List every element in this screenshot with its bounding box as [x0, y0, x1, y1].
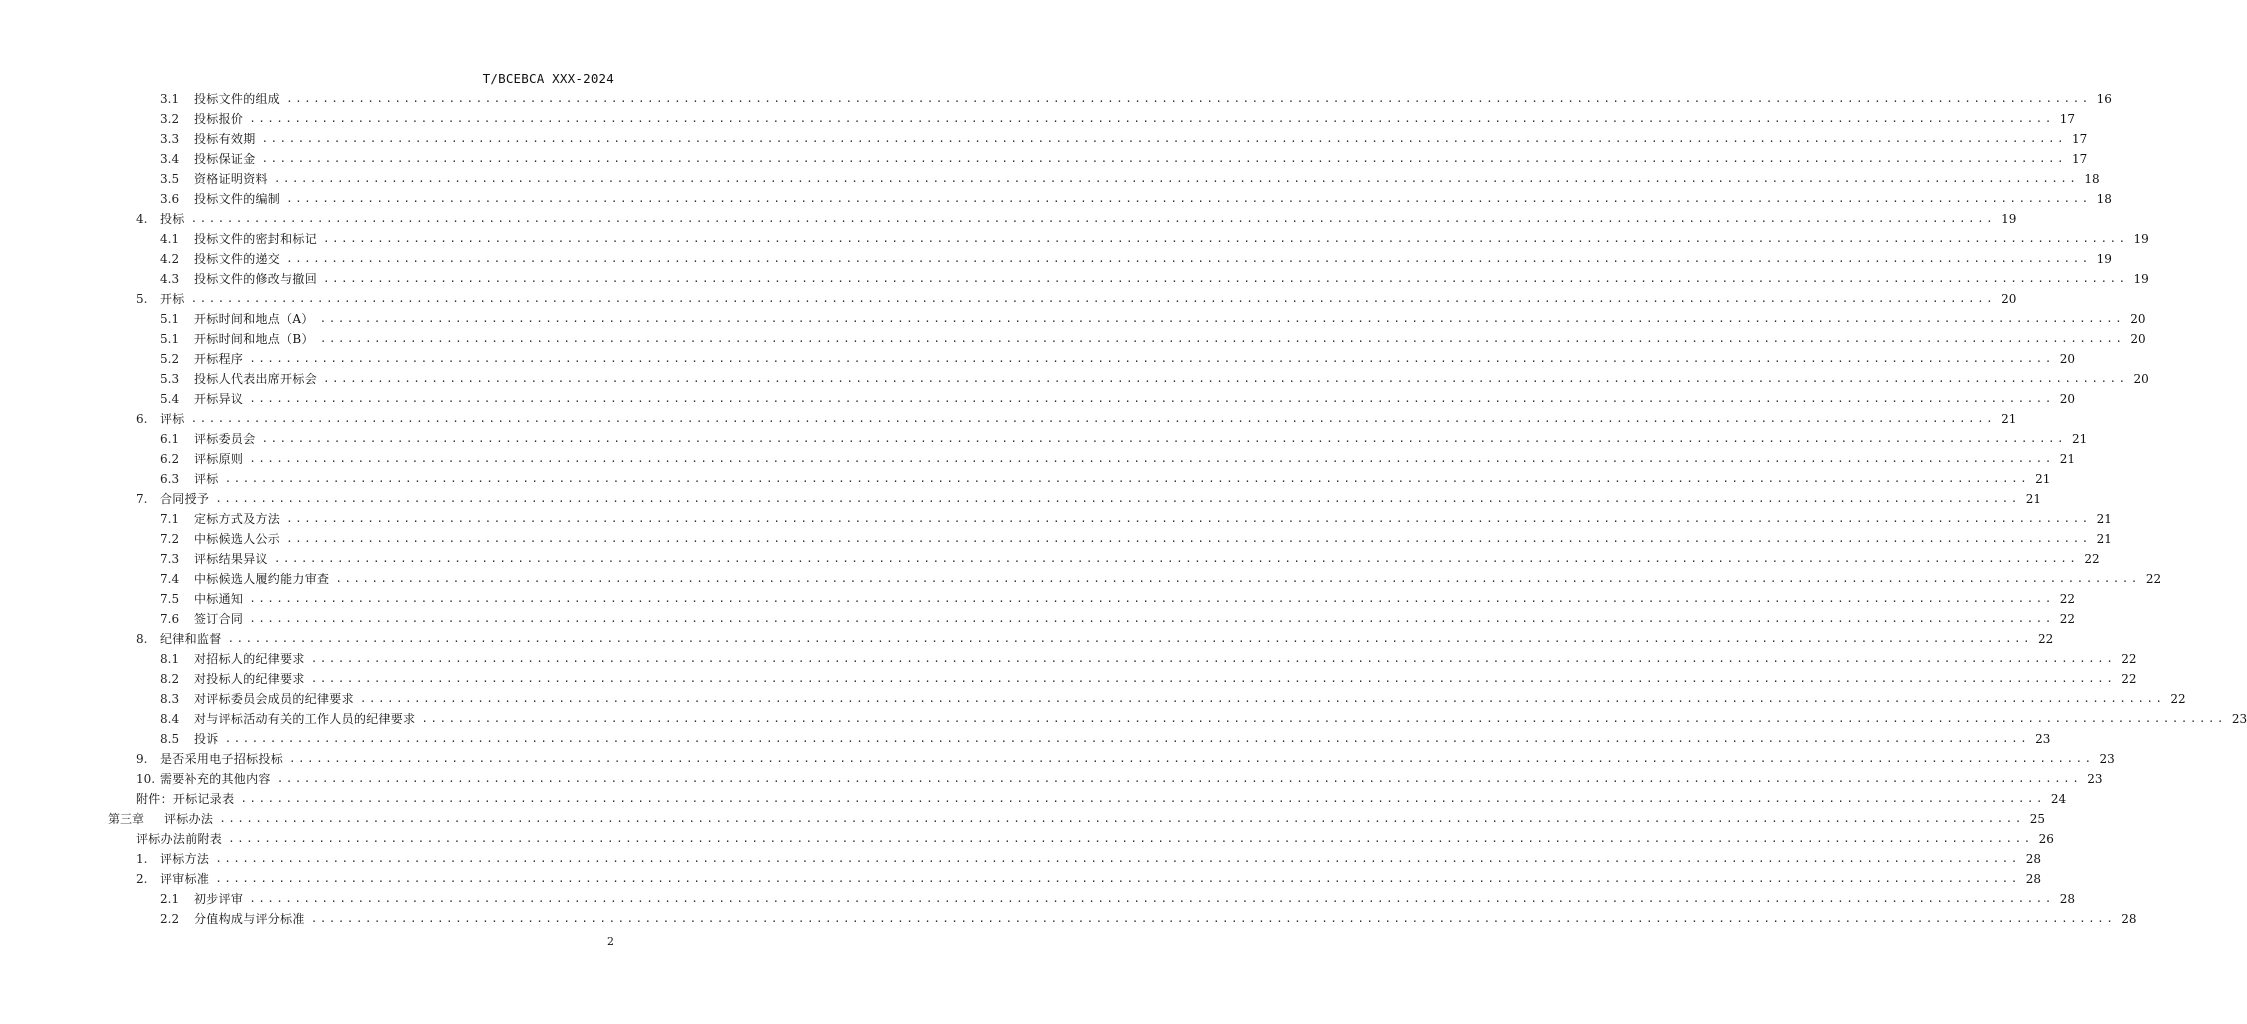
toc-dot-leader: ........................................................................................................................................................................................................ — [323, 272, 2128, 285]
toc-entry[interactable] — [160, 729, 2051, 749]
toc-entry[interactable] — [160, 569, 2162, 589]
toc-entry[interactable] — [160, 229, 2149, 249]
toc-dot-leader: ........................................................................................................................................................................................................ — [286, 192, 2091, 205]
toc-dot-leader: ........................................................................................................................................................................................................ — [273, 552, 2079, 565]
toc-entry-title: 投标文件的编制 — [194, 192, 281, 206]
toc-dot-leader: ........................................................................................................................................................................................................ — [190, 292, 1996, 305]
toc-entry-number: 7.2 — [160, 532, 180, 546]
toc-dot-leader: ........................................................................................................................................................................................................ — [273, 172, 2079, 185]
toc-dot-leader: ........................................................................................................................................................................................................ — [215, 872, 2020, 885]
toc-entry[interactable] — [108, 809, 2045, 829]
toc-dot-leader: ........................................................................................................................................................................................................ — [190, 412, 1996, 425]
toc-entry-title: 评标原则 — [194, 452, 244, 466]
toc-entry-page: 17 — [2059, 112, 2075, 126]
toc-entry[interactable] — [160, 109, 2075, 129]
toc-entry-page: 16 — [2096, 92, 2112, 106]
toc-entry[interactable] — [136, 209, 2017, 229]
toc-dot-leader: ........................................................................................................................................................................................................ — [323, 232, 2128, 245]
toc-entry-number: 7. — [136, 492, 148, 506]
toc-entry[interactable] — [160, 369, 2149, 389]
toc-dot-leader: ........................................................................................................................................................................................................ — [310, 912, 2116, 925]
toc-entry-title: 投标文件的组成 — [194, 92, 281, 106]
toc-entry-title: 分值构成与评分标准 — [194, 912, 305, 926]
toc-entry[interactable] — [136, 829, 2054, 849]
toc-entry-page: 28 — [2121, 912, 2137, 926]
toc-dot-leader: ........................................................................................................................................................................................................ — [289, 752, 2094, 765]
toc-entry-number: 10. — [136, 772, 156, 786]
toc-entry[interactable] — [160, 89, 2112, 109]
toc-entry[interactable] — [160, 329, 2146, 349]
toc-entry-title: 评标 — [160, 412, 185, 426]
toc-dot-leader: ........................................................................................................................................................................................................ — [323, 372, 2128, 385]
toc-entry-title: 是否采用电子招标投标 — [160, 752, 284, 766]
toc-entry-page: 19 — [2096, 252, 2112, 266]
toc-entry-page: 23 — [2035, 732, 2051, 746]
toc-entry-number: 7.4 — [160, 572, 180, 586]
toc-dot-leader: ........................................................................................................................................................................................................ — [261, 432, 2067, 445]
toc-dot-leader: ........................................................................................................................................................................................................ — [249, 352, 2054, 365]
toc-dot-leader: ........................................................................................................................................................................................................ — [249, 452, 2054, 465]
toc-dot-leader: ........................................................................................................................................................................................................ — [219, 812, 2024, 825]
toc-entry-number: 7.3 — [160, 552, 180, 566]
toc-dot-leader: ........................................................................................................................................................................................................ — [228, 832, 2033, 845]
toc-entry-page: 19 — [2133, 272, 2149, 286]
toc-entry-page: 26 — [2038, 832, 2054, 846]
toc-entry-number: 7.6 — [160, 612, 180, 626]
toc-entry[interactable] — [136, 629, 2054, 649]
toc-dot-leader: ........................................................................................................................................................................................................ — [249, 392, 2054, 405]
document-code-header: T/BCEBCA XXX-2024 — [482, 71, 614, 86]
toc-entry[interactable] — [160, 269, 2149, 289]
toc-dot-leader: ........................................................................................................................................................................................................ — [249, 112, 2054, 125]
toc-entry-title: 评标结果异议 — [194, 552, 268, 566]
toc-dot-leader: ........................................................................................................................................................................................................ — [249, 612, 2054, 625]
toc-entry-title: 投标人代表出席开标会 — [194, 372, 318, 386]
toc-entry-page: 20 — [2130, 332, 2146, 346]
toc-dot-leader: ........................................................................................................................................................................................................ — [421, 712, 2226, 725]
toc-dot-leader: ........................................................................................................................................................................................................ — [249, 592, 2054, 605]
toc-entry-title: 开标异议 — [194, 392, 244, 406]
toc-entry-page: 20 — [2059, 352, 2075, 366]
toc-entry-page: 22 — [2121, 652, 2137, 666]
toc-entry[interactable] — [160, 549, 2100, 569]
toc-entry-number: 4. — [136, 212, 148, 226]
toc-entry-page: 19 — [2133, 232, 2149, 246]
toc-entry-title: 开标程序 — [194, 352, 244, 366]
toc-entry-title: 中标候选人履约能力审查 — [194, 572, 330, 586]
toc-entry-title: 评审标准 — [160, 872, 210, 886]
toc-entry[interactable] — [160, 709, 2247, 729]
toc-entry[interactable] — [136, 409, 2017, 429]
toc-entry-number: 8.4 — [160, 712, 180, 726]
toc-entry-number: 8.2 — [160, 672, 180, 686]
toc-entry-number: 5.1 — [160, 332, 180, 346]
toc-dot-leader: ........................................................................................................................................................................................................ — [335, 572, 2140, 585]
toc-entry-title: 开标时间和地点（A） — [194, 312, 314, 326]
toc-entry-page: 22 — [2038, 632, 2054, 646]
toc-entry-page: 19 — [2001, 212, 2017, 226]
toc-entry-page: 23 — [2099, 752, 2115, 766]
toc-entry[interactable] — [160, 909, 2137, 929]
toc-entry-number: 5.2 — [160, 352, 180, 366]
toc-entry[interactable] — [136, 789, 2067, 809]
toc-entry-number: 2.2 — [160, 912, 180, 926]
toc-entry-number: 9. — [136, 752, 148, 766]
toc-entry[interactable] — [136, 289, 2017, 309]
toc-entry-number: 4.3 — [160, 272, 180, 286]
toc-entry[interactable] — [160, 389, 2075, 409]
toc-entry-number: 5.3 — [160, 372, 180, 386]
toc-entry-number: 8.3 — [160, 692, 180, 706]
toc-entry-title: 投标 — [160, 212, 185, 226]
toc-entry-title: 中标候选人公示 — [194, 532, 281, 546]
toc-entry[interactable] — [160, 429, 2088, 449]
toc-entry-title: 投标文件的修改与撤回 — [194, 272, 318, 286]
toc-entry[interactable] — [160, 189, 2112, 209]
toc-entry-page: 28 — [2059, 892, 2075, 906]
toc-entry[interactable] — [136, 869, 2041, 889]
toc-entry-number: 3.4 — [160, 152, 180, 166]
toc-entry-page: 22 — [2059, 612, 2075, 626]
toc-entry-title: 投标保证金 — [194, 152, 256, 166]
toc-entry-page: 18 — [2084, 172, 2100, 186]
toc-entry-page: 17 — [2072, 132, 2088, 146]
toc-entry-title: 对评标委员会成员的纪律要求 — [194, 692, 354, 706]
toc-dot-leader: ........................................................................................................................................................................................................ — [286, 532, 2091, 545]
toc-dot-leader: ........................................................................................................................................................................................................ — [261, 132, 2067, 145]
toc-entry-title: 合同授予 — [160, 492, 210, 506]
toc-entry-number: 3.1 — [160, 92, 180, 106]
toc-entry[interactable] — [160, 249, 2112, 269]
toc-entry-number: 5. — [136, 292, 148, 306]
toc-entry-page: 22 — [2084, 552, 2100, 566]
toc-entry[interactable] — [160, 509, 2112, 529]
toc-entry[interactable] — [136, 489, 2041, 509]
toc-entry-title: 附件：开标记录表 — [136, 792, 235, 806]
toc-entry-title: 开标时间和地点（B） — [194, 332, 314, 346]
toc-entry-title: 对投标人的纪律要求 — [194, 672, 305, 686]
toc-entry[interactable] — [160, 349, 2075, 369]
toc-dot-leader: ........................................................................................................................................................................................................ — [227, 632, 2033, 645]
toc-entry-number: 1. — [136, 852, 148, 866]
toc-entry-title: 初步评审 — [194, 892, 244, 906]
toc-entry-number: 6. — [136, 412, 148, 426]
toc-entry[interactable] — [136, 849, 2041, 869]
toc-entry-title: 投标文件的递交 — [194, 252, 281, 266]
toc-entry-number: 7.1 — [160, 512, 180, 526]
toc-entry-page: 24 — [2050, 792, 2067, 806]
toc-entry-title: 评标委员会 — [194, 432, 256, 446]
toc-entry-number: 3.5 — [160, 172, 180, 186]
toc-dot-leader: ........................................................................................................................................................................................................ — [215, 492, 2020, 505]
toc-dot-leader: ........................................................................................................................................................................................................ — [261, 152, 2067, 165]
toc-entry-page: 22 — [2121, 672, 2137, 686]
toc-entry-page: 21 — [2025, 492, 2041, 506]
toc-entry-page: 23 — [2231, 712, 2247, 726]
toc-entry-title: 投标文件的密封和标记 — [194, 232, 318, 246]
toc-entry-number: 3.2 — [160, 112, 180, 126]
toc-dot-leader: ........................................................................................................................................................................................................ — [286, 512, 2091, 525]
toc-entry[interactable] — [160, 609, 2075, 629]
toc-entry-number: 2.1 — [160, 892, 180, 906]
toc-entry-title: 评标 — [194, 472, 219, 486]
toc-dot-leader: ........................................................................................................................................................................................................ — [310, 672, 2116, 685]
toc-entry[interactable] — [160, 669, 2137, 689]
toc-entry-title: 开标 — [160, 292, 185, 306]
toc-entry-page: 21 — [2072, 432, 2088, 446]
toc-entry-page: 20 — [2059, 392, 2075, 406]
toc-entry-number: 5.4 — [160, 392, 180, 406]
toc-entry-title: 对招标人的纪律要求 — [194, 652, 305, 666]
toc-entry[interactable] — [160, 889, 2075, 909]
toc-entry-page: 21 — [2001, 412, 2017, 426]
toc-entry[interactable] — [136, 749, 2115, 769]
toc-entry-page: 22 — [2170, 692, 2186, 706]
toc-entry-number: 8.1 — [160, 652, 180, 666]
toc-entry-page: 21 — [2059, 452, 2075, 466]
toc-entry-title: 资格证明资料 — [194, 172, 268, 186]
toc-entry[interactable] — [136, 769, 2103, 789]
toc-entry-title: 中标通知 — [194, 592, 244, 606]
toc-entry-page: 20 — [2133, 372, 2149, 386]
toc-entry-number: 6.1 — [160, 432, 180, 446]
toc-entry-title: 评标方法 — [160, 852, 210, 866]
toc-dot-leader: ........................................................................................................................................................................................................ — [319, 332, 2125, 345]
toc-entry[interactable] — [160, 589, 2075, 609]
toc-entry-number: 8. — [136, 632, 148, 646]
toc-entry-number: 2. — [136, 872, 148, 886]
toc-entry-number: 8.5 — [160, 732, 180, 746]
toc-entry-number: 4.1 — [160, 232, 180, 246]
toc-entry-title: 投诉 — [194, 732, 219, 746]
toc-entry-page: 21 — [2096, 532, 2112, 546]
toc-entry[interactable] — [160, 469, 2051, 489]
toc-entry-page: 20 — [2001, 292, 2017, 306]
toc-entry-number: 3.6 — [160, 192, 180, 206]
toc-entry[interactable] — [160, 309, 2146, 329]
page-number: 2 — [607, 935, 614, 948]
toc-entry-title: 投标报价 — [194, 112, 244, 126]
toc-entry-title: 签订合同 — [194, 612, 244, 626]
toc-entry-page: 22 — [2145, 572, 2162, 586]
toc-entry[interactable] — [160, 689, 2186, 709]
toc-entry[interactable] — [160, 149, 2088, 169]
toc-dot-leader: ........................................................................................................................................................................................................ — [276, 772, 2082, 785]
toc-dot-leader: ........................................................................................................................................................................................................ — [286, 252, 2091, 265]
toc-entry-number: 7.5 — [160, 592, 180, 606]
toc-dot-leader: ........................................................................................................................................................................................................ — [240, 792, 2045, 805]
toc-entry-page: 21 — [2035, 472, 2051, 486]
toc-entry[interactable] — [160, 529, 2112, 549]
toc-entry-page: 17 — [2072, 152, 2088, 166]
toc-entry-title: 定标方式及方法 — [194, 512, 281, 526]
toc-dot-leader: ........................................................................................................................................................................................................ — [319, 312, 2125, 325]
toc-entry-title: 评标办法 — [164, 812, 214, 826]
toc-dot-leader: ........................................................................................................................................................................................................ — [249, 892, 2054, 905]
toc-entry-page: 18 — [2096, 192, 2112, 206]
toc-entry-title: 需要补充的其他内容 — [160, 772, 271, 786]
toc-entry[interactable] — [160, 449, 2075, 469]
toc-entry[interactable] — [160, 129, 2088, 149]
toc-entry-number: 6.3 — [160, 472, 180, 486]
toc-dot-leader: ........................................................................................................................................................................................................ — [215, 852, 2020, 865]
toc-entry-page: 23 — [2087, 772, 2103, 786]
toc-dot-leader: ........................................................................................................................................................................................................ — [310, 652, 2116, 665]
toc-entry-number: 4.2 — [160, 252, 180, 266]
toc-entry[interactable] — [160, 649, 2137, 669]
toc-entry-page: 28 — [2025, 872, 2041, 886]
toc-entry-title: 投标有效期 — [194, 132, 256, 146]
toc-entry-title: 纪律和监督 — [160, 632, 222, 646]
toc-dot-leader: ........................................................................................................................................................................................................ — [224, 472, 2030, 485]
toc-dot-leader: ........................................................................................................................................................................................................ — [190, 212, 1996, 225]
toc-entry-page: 22 — [2059, 592, 2075, 606]
toc-entry[interactable] — [160, 169, 2100, 189]
toc-dot-leader: ........................................................................................................................................................................................................ — [359, 692, 2165, 705]
toc-entry-page: 28 — [2025, 852, 2041, 866]
toc-entry-number: 3.3 — [160, 132, 180, 146]
toc-dot-leader: ........................................................................................................................................................................................................ — [224, 732, 2030, 745]
toc-entry-title: 对与评标活动有关的工作人员的纪律要求 — [194, 712, 416, 726]
toc-entry-title: 评标办法前附表 — [136, 832, 223, 846]
toc-entry-number: 6.2 — [160, 452, 180, 466]
toc-entry-number: 第三章 — [108, 812, 145, 826]
toc-entry-page: 20 — [2130, 312, 2146, 326]
toc-entry-page: 25 — [2029, 812, 2045, 826]
toc-dot-leader: ........................................................................................................................................................................................................ — [286, 92, 2091, 105]
toc-entry-page: 21 — [2096, 512, 2112, 526]
toc-entry-number: 5.1 — [160, 312, 180, 326]
